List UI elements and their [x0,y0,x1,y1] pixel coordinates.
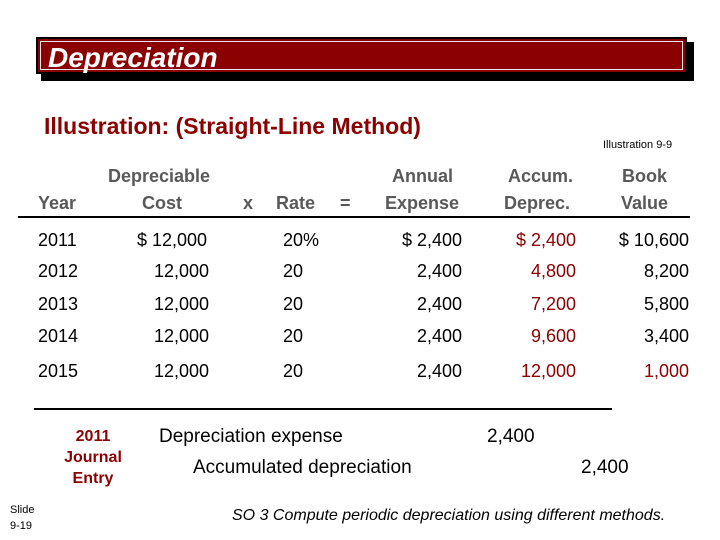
debit-amount: 2,400 [487,426,535,447]
debit-account: Depreciation expense [159,426,343,447]
slide-number [10,502,34,534]
cell-expense: 2,400 [416,326,462,346]
header-book: Book [622,166,667,186]
cell-book: 8,200 [643,261,689,281]
cell-rate: 20 [283,361,304,381]
page-title: Depreciation [48,42,218,73]
cell-accum: 9,600 [530,326,576,346]
journal-label-journal: Journal [64,449,122,466]
journal-label-entry: Entry [72,470,114,487]
header-deprec: Deprec. [504,193,571,213]
cell-book: $ 10,600 [618,230,689,250]
header-accum: Accum. [508,166,574,186]
illustration-reference: Illustration 9-9 [603,139,673,151]
journal-label-year: 2011 [75,428,111,445]
cell-expense: 2,400 [416,361,462,381]
cell-expense: 2,400 [416,294,462,314]
subtitle: Illustration: (Straight-Line Method) [44,113,421,139]
credit-account: Accumulated depreciation [193,457,412,478]
header-value: Value [621,193,669,213]
header-equals: = [340,193,351,213]
cell-expense: $ 2,400 [401,230,462,250]
header-annual: Annual [392,166,453,186]
cell-year: 2015 [38,361,79,381]
cell-cost: 12,000 [154,294,210,314]
cell-book: 3,400 [643,326,689,346]
cell-rate: 20 [283,294,304,314]
study-objective: SO 3 Compute periodic depreciation using different methods. [232,507,666,524]
journal-entry-label [48,426,138,489]
slide-value: 9-19 [10,520,33,532]
header-rate: Rate [276,193,316,213]
cell-cost: 12,000 [154,261,210,281]
cell-year: 2012 [38,261,79,281]
cell-rate: 20 [283,261,304,281]
cell-cost: $ 12,000 [137,230,208,250]
cell-book: 5,800 [643,294,689,314]
cell-rate: 20 [283,326,304,346]
title-bar [36,37,687,74]
cell-accum: 4,800 [530,261,576,281]
cell-expense: 2,400 [416,261,462,281]
header-depreciable: Depreciable [108,166,211,186]
header-cost: Cost [142,193,182,213]
cell-cost: 12,000 [154,361,210,381]
journal-divider [34,408,612,410]
header-year: Year [38,193,77,213]
cell-cost: 12,000 [154,326,210,346]
cell-rate: 20% [283,230,320,250]
cell-year: 2014 [38,326,79,346]
cell-book: 1,000 [643,361,689,381]
slide-label: Slide [10,504,35,516]
header-divider [18,216,690,218]
cell-year: 2013 [38,294,79,314]
cell-accum: 7,200 [530,294,576,314]
cell-accum: $ 2,400 [515,230,576,250]
header-expense: Expense [385,193,460,213]
header-times: x [243,193,254,213]
cell-year: 2011 [38,230,77,250]
cell-accum: 12,000 [520,361,576,381]
credit-amount: 2,400 [581,457,629,478]
